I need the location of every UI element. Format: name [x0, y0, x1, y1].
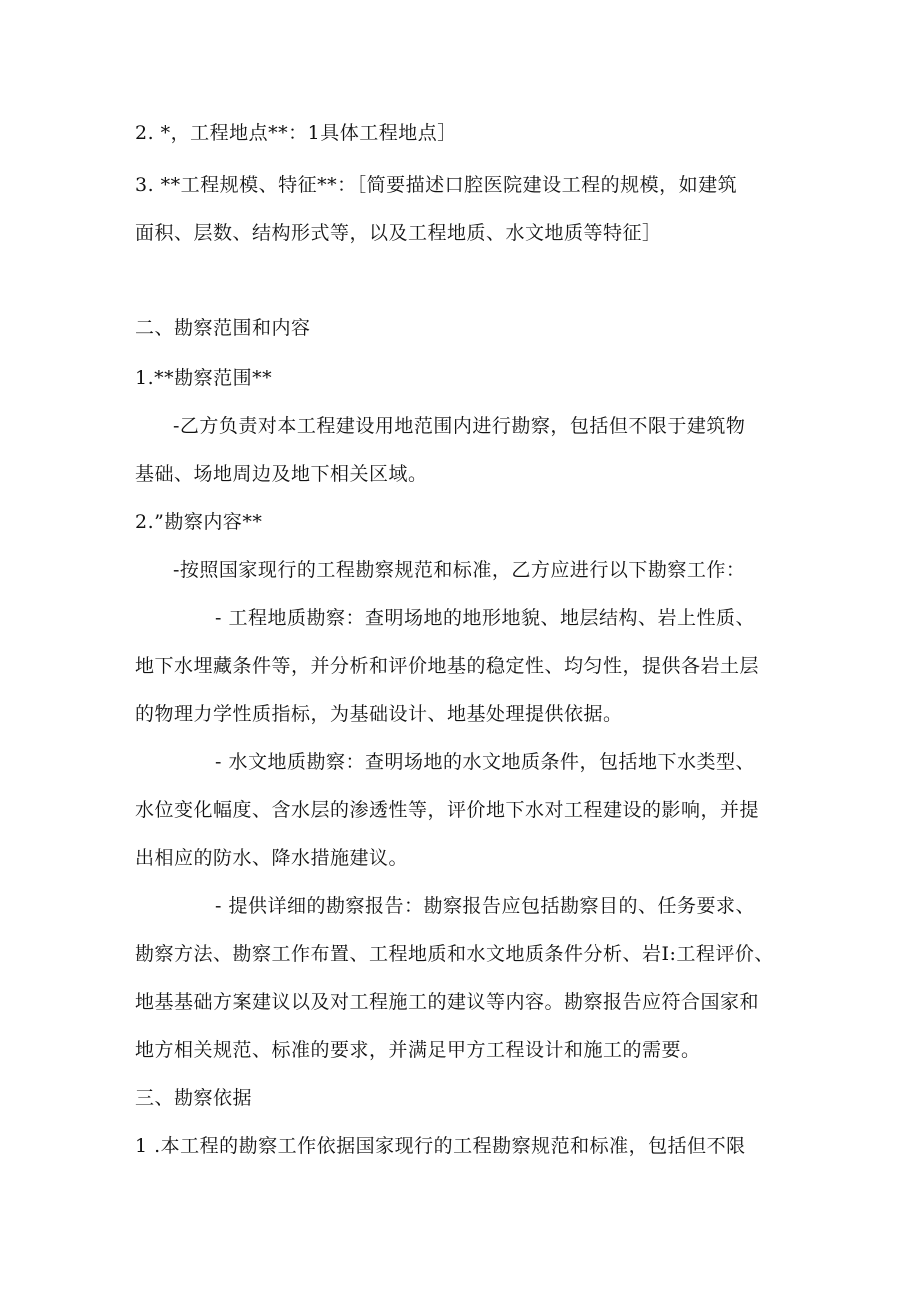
paragraph-scope: -乙方负责对本工程建设用地范围内进行勘察，包括但不限于建筑物: [173, 415, 746, 437]
list-item-report-cont-1: 勘察方法、勘察工作布置、工程地质和水文地质条件分析、岩I:工程评价、: [135, 943, 774, 965]
list-item-hydrogeology-cont-2: 出相应的防水、降水措施建议。: [135, 847, 409, 869]
item-project-scale-cont: 面积、层数、结构形式等，以及工程地质、水文地质等特征］: [135, 222, 662, 244]
paragraph-content-intro: -按照国家现行的工程勘察规范和标准，乙方应进行以下勘察工作：: [173, 559, 746, 581]
subheading-scope: 1.**勘察范围**: [135, 367, 273, 389]
list-item-report: - 提供详细的勘察报告：勘察报告应包括勘察目的、任务要求、: [215, 895, 755, 917]
item-project-location: 2. *，工程地点**：1具体工程地点］: [135, 122, 457, 144]
list-item-geology-cont-2: 的物理力学性质指标，为基础设计、地基处理提供依据。: [135, 703, 623, 725]
list-item-geology-cont-1: 地下水埋藏条件等，并分析和评价地基的稳定性、均匀性，提供各岩土层: [135, 655, 760, 677]
section-heading-2: 二、勘察范围和内容: [135, 317, 311, 339]
list-item-hydrogeology: - 水文地质勘察：查明场地的水文地质条件，包括地下水类型、: [215, 751, 755, 773]
list-item-report-cont-2: 地基基础方案建议以及对工程施工的建议等内容。勘察报告应符合国家和: [135, 991, 760, 1013]
paragraph-basis: 1 .本工程的勘察工作依据国家现行的工程勘察规范和标准，包括但不限: [135, 1135, 746, 1157]
list-item-geology: - 工程地质勘察：查明场地的地形地貌、地层结构、岩上性质、: [215, 607, 755, 629]
subheading-content: 2.”勘察内容**: [135, 511, 263, 533]
section-heading-3: 三、勘察依据: [135, 1087, 253, 1109]
list-item-report-cont-3: 地方相关规范、标准的要求，并满足甲方工程设计和施工的需要。: [135, 1039, 701, 1061]
item-project-scale: 3. **工程规模、特征**：［简要描述口腔医院建设工程的规模，如建筑: [135, 174, 738, 196]
list-item-hydrogeology-cont-1: 水位变化幅度、含水层的渗透性等，评价地下水对工程建设的影响，并提: [135, 799, 760, 821]
paragraph-scope-cont: 基础、场地周边及地下相关区域。: [135, 463, 428, 485]
